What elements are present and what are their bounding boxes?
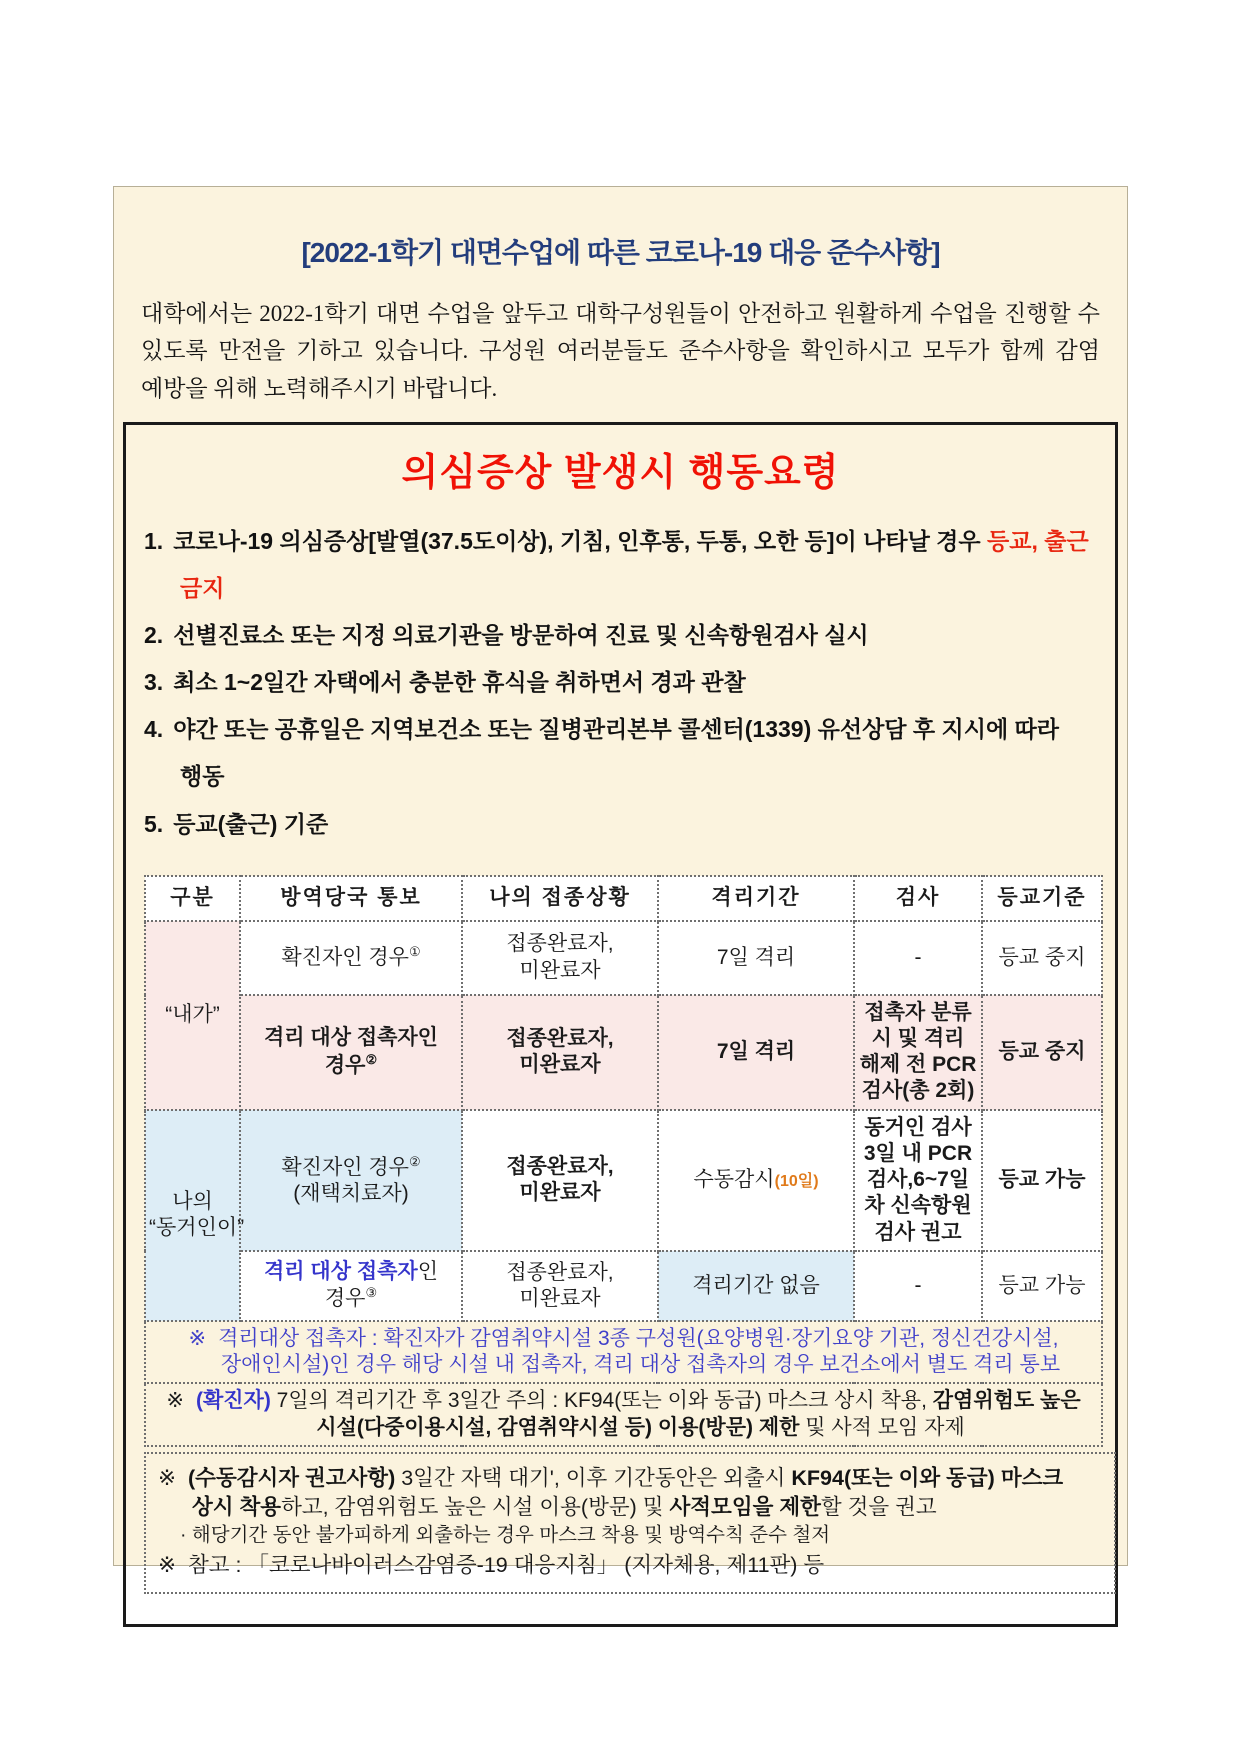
vaccine-cell: 접종완료자, 미완료자 (462, 1251, 658, 1321)
col-header-category: 구분 (145, 876, 240, 921)
test-cell: 동거인 검사 3일 내 PCR 검사,6~7일 차 신속항원 검사 권고 (854, 1110, 982, 1251)
action-item-2 (144, 612, 1097, 659)
action-item-1 (144, 518, 1097, 612)
group-cell-housemate: 나의 “동거인이” (145, 1110, 240, 1321)
test-cell: - (854, 921, 982, 995)
quarantine-cell: 7일 격리 (658, 921, 854, 995)
vaccine-cell: 접종완료자, 미완료자 (462, 1110, 658, 1251)
quarantine-cell: 7일 격리 (658, 995, 854, 1110)
item-text: 선별진료소 또는 지정 의료기관을 방문하여 진료 및 신속항원검사 실시 (173, 622, 869, 649)
col-header-quarantine-period: 격리기간 (658, 876, 854, 921)
attendance-cell: 등교 가능 (982, 1251, 1102, 1321)
note-line-3: ※ 참고 : 「코로나바이러스감염증-19 대응지침」 (지자체용, 제11판) 등 (158, 1553, 825, 1578)
table-note-1: ※ 격리대상 접촉자 : 확진자가 감염취약시설 3종 구성원(요양병원·장기요양 기관, 정신건강시설, 장애인시설)인 경우 해당 시설 내 접촉자, 격리 대상 접촉자의 경우 보건소에서 별도 격리 통보 (145, 1321, 1102, 1384)
item-number: 4. (144, 716, 164, 743)
footnote-sup: ② (408, 1153, 421, 1169)
note-marker: ※ (166, 1389, 184, 1413)
table-row (145, 921, 1102, 995)
item-text: 최소 1~2일간 자택에서 충분한 휴식을 취하면서 경과 관찰 (173, 669, 746, 696)
col-header-authority-notice: 방역당국 통보 (240, 876, 462, 921)
action-item-4 (144, 706, 1097, 800)
item-text: 야간 또는 공휴일은 지역보건소 또는 질병관리본부 콜센터(1339) 유선상담 후 지시에 따라 행동 (173, 716, 1059, 790)
notice-cell: 격리 대상 접촉자인 경우② (240, 995, 462, 1110)
notice-cell: 확진자인 경우② (재택치료자) (240, 1110, 462, 1251)
note-line-1: ※ (수동감시자 권고사항) 3일간 자택 대기', 이후 기간동안은 외출시 KF94(또는 이와 동급) 마스크 상시 착용하고, 감염위험도 높은 시설 이용(방문) 및 사적모임을 제한할 것을 권고 (158, 1465, 1064, 1519)
action-heading: 의심증상 발생시 행동요령 (401, 451, 840, 494)
table-row (145, 1110, 1102, 1251)
quarantine-cell: 수동감시(10일) (658, 1110, 854, 1251)
notice-cell: 격리 대상 접촉자인 경우③ (240, 1251, 462, 1321)
attendance-criteria-table (144, 875, 1103, 1447)
table-row (145, 995, 1102, 1110)
table-note-row (145, 1383, 1102, 1446)
note-marker: ※ (158, 1553, 177, 1578)
table-note-row (145, 1321, 1102, 1384)
vaccine-cell: 접종완료자, 미완료자 (462, 921, 658, 995)
item-text: 등교(출근) 기준 (173, 810, 329, 837)
passive-monitoring-note-box (144, 1452, 1116, 1594)
footnote-sup: ① (408, 944, 421, 960)
table-header-row (145, 876, 1102, 921)
action-item-5 (144, 801, 1097, 848)
notice-cell: 확진자인 경우① (240, 921, 462, 995)
item-number: 1. (144, 527, 164, 554)
item-highlight: 등교, 출근 금지 (180, 527, 1089, 601)
col-header-attendance: 등교기준 (982, 876, 1102, 921)
note-marker: ※ (158, 1465, 177, 1490)
page-title: [2022-1학기 대면수업에 따른 코로나-19 대응 준수사항] (301, 237, 940, 268)
col-header-test: 검사 (854, 876, 982, 921)
item-number: 2. (144, 622, 164, 649)
attendance-cell: 등교 중지 (982, 995, 1102, 1110)
footnote-sup: ② (365, 1051, 378, 1067)
intro-paragraph: 대학에서는 2022-1학기 대면 수업을 앞두고 대학구성원들이 안전하고 원활하게 수업을 진행할 수 있도록 만전을 기하고 있습니다. 구성원 여러분들도 준수사항을 확인하시고 모두가 함께 감염 예방을 위해 노력해주시기 바랍니다. (141, 301, 1100, 401)
group-cell-me: “내가” (145, 921, 240, 1110)
col-header-vaccination: 나의 접종상황 (462, 876, 658, 921)
table-row (145, 1251, 1102, 1321)
attendance-cell: 등교 중지 (982, 921, 1102, 995)
item-number: 5. (144, 810, 164, 837)
note-line-2: · 해당기간 동안 불가피하게 외출하는 경우 마스크 착용 및 방역수칙 준수 철저 (180, 1524, 831, 1547)
item-text: 코로나-19 의심증상[발열(37.5도이상), 기침, 인후통, 두통, 오한 등]이 나타날 경우 (173, 527, 988, 554)
note-marker: ※ (188, 1326, 207, 1350)
footnote-sup: ③ (365, 1285, 378, 1301)
item-number: 3. (144, 669, 164, 696)
table-note-2: ※ (확진자) 7일의 격리기간 후 3일간 주의 : KF94(또는 이와 동급) 마스크 상시 착용, 감염위험도 높은 시설(다중이용시설, 감염취약시설 등) 이용(방문) 제한 및 사적 모임 자제 (145, 1383, 1102, 1446)
quarantine-duration: (10일) (774, 1173, 819, 1191)
notice-card (113, 186, 1128, 1578)
action-item-3 (144, 659, 1097, 706)
quarantine-cell: 격리기간 없음 (658, 1251, 854, 1321)
vaccine-cell: 접종완료자, 미완료자 (462, 995, 658, 1110)
test-cell: 접촉자 분류 시 및 격리 해제 전 PCR 검사(총 2회) (854, 995, 982, 1110)
attendance-cell: 등교 가능 (982, 1110, 1102, 1251)
test-cell: - (854, 1251, 982, 1321)
action-box (123, 422, 1118, 1627)
